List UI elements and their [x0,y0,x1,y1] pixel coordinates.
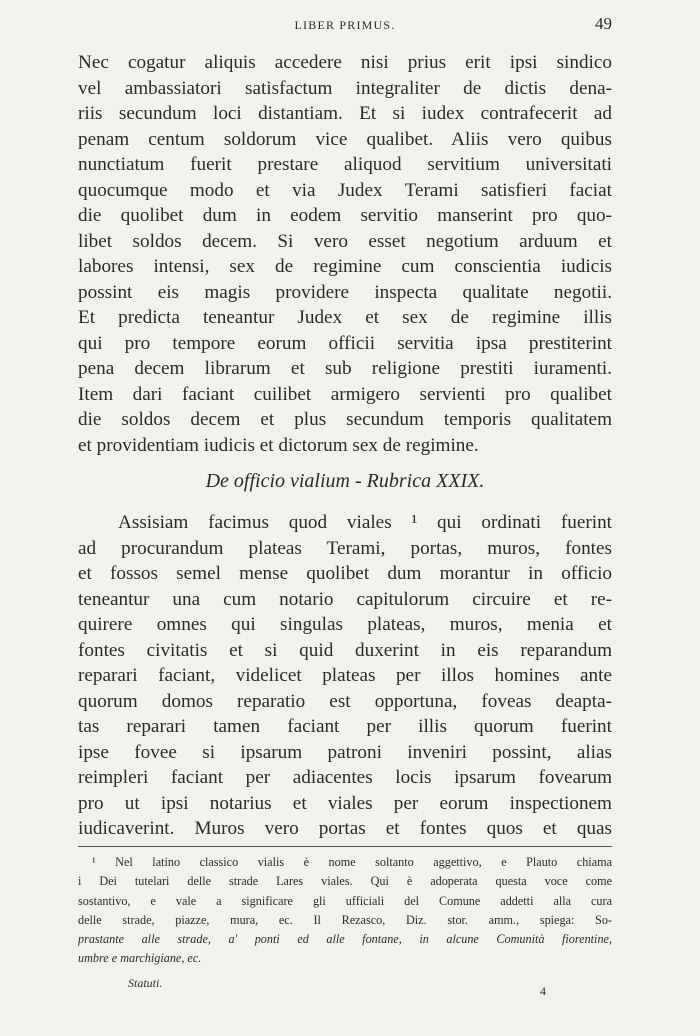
page-header [78,14,612,36]
footnote [78,853,612,969]
footnote-line: ¹ Nel latino classico vialis è nome soltanto aggettivo, e Plauto chiama [92,855,612,869]
text-line: nunctiatum fuerit prestare aliquod servitium universitati [78,154,612,175]
text-line: penam centum soldorum vice qualibet. Aliis vero quibus [78,128,612,150]
signature-number: 4 [540,984,546,998]
text-line: riis secundum loci distantiam. Et si iudex contrafecerit ad [78,103,612,124]
text-line: qui pro tempore eorum officii servitia ipsa prestiterint [78,332,612,354]
text-line: die quolibet dum in eodem servitio manserint pro quo- [78,205,612,226]
footnote-line: sostantivo, e vale a significare gli ufficiali del Comune addetti alla cura [78,893,612,908]
text-line: et providentiam iudicis et dictorum sex de regimine. [78,434,479,456]
text-line: Nec cogatur aliquis accedere nisi prius erit ipsi sindico [78,52,612,73]
text-line: reimpleri faciant per adiacentes locis ipsarum fovearum [78,767,612,788]
text-line: Item dari faciant cuilibet armigero servienti pro qualibet [78,383,612,405]
text-line: ad procurandum plateas Terami, portas, muros, fontes [78,537,612,559]
footnote-divider [78,846,612,847]
text-line: Et predicta teneantur Judex et sex de regimine illis [78,307,612,328]
text-line: fontes civitatis et si quid duxerint in eis reparandum [78,639,612,661]
footnote-line: umbre e marchigiane, ec. [78,951,202,966]
text-line: labores intensi, sex de regimine cum conscientia iudicis [78,256,612,277]
body-text-bottom [78,510,612,842]
text-line: vel ambassiatori satisfactum integraliter de dictis dena- [78,77,612,99]
text-line: tas reparari tamen faciant per illis quorum fuerint [78,716,612,737]
running-head: LIBER PRIMUS. [294,18,396,32]
rubric-heading: De officio vialium - Rubrica XXIX. [205,470,485,492]
text-line: teneantur una cum notario capitulorum circuire et re- [78,588,612,610]
text-line: Assisiam facimus quod viales ¹ qui ordinati fuerint [118,512,612,533]
page-number: 49 [595,14,612,33]
text-line: libet soldos decem. Si vero esset negotium arduum et [78,230,612,252]
footnote-line: i Dei tutelari delle strade Lares viales. Qui è adoperata questa voce come [78,874,612,889]
text-line: quirere omnes qui singulas plateas, muros, menia et [78,614,612,635]
text-line: pena decem librarum et sub religione prestiti iuramenti. [78,358,612,379]
text-line: et fossos semel mense quolibet dum morantur in officio [78,563,612,584]
text-line: reparari faciant, videlicet plateas per illos homines ante [78,665,612,686]
body-text-top [78,50,612,458]
text-line: ipse fovee si ipsarum patroni inveniri possint, alias [78,741,612,763]
text-line: quorum domos reparatio est opportuna, foveas deapta- [78,690,612,712]
text-line: die soldos decem et plus secundum temporis qualitatem [78,409,612,430]
footnote-line: delle strade, piazze, mura, ec. Il Rezasco, Diz. stor. amm., spiega: So- [78,912,612,927]
printer-signature: Statuti. [128,976,163,990]
text-line: iudicaverint. Muros vero portas et fontes quos et quas [78,818,612,839]
footnote-line: prastante alle strade, a' ponti ed alle fontane, in alcune Comunità fiorentine, [78,932,612,947]
text-line: pro ut ipsi notarius et viales per eorum inspectionem [78,792,612,814]
text-line: possint eis magis providere inspecta qualitate negotii. [78,281,612,303]
text-line: quocumque modo et via Judex Terami satisfieri faciat [78,179,612,201]
